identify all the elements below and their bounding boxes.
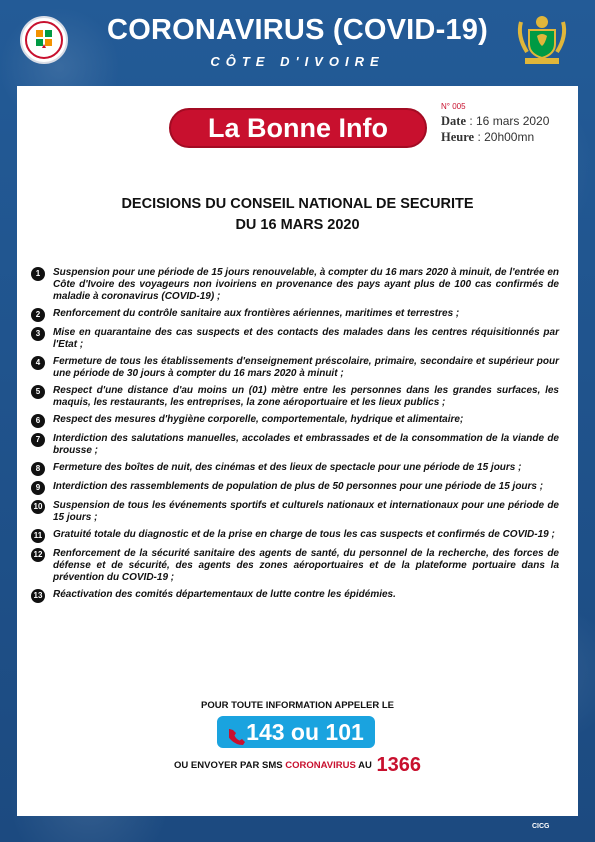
decision-text: Respect d'une distance d'au moins un (01) mètre entre les personnes dans les grandes surfaces, les maquis, les restaurants, les entreprises, la zone aéroportuaire et les lieux publics ; bbox=[53, 385, 559, 408]
decision-number: 6 bbox=[31, 414, 45, 428]
decision-text: Fermeture de tous les établissements d'enseignement préscolaire, primaire, secondaire et supérieur pour une période de 30 jours à compter du 16 mars 2020 à minuit ; bbox=[53, 356, 559, 379]
decision-item bbox=[31, 433, 559, 457]
sms-number: 1366 bbox=[376, 754, 421, 776]
decision-text: Renforcement de la sécurité sanitaire des agents de santé, du personnel de la recherche, des forces de défense et de sécurité, des agents des zones aéroportuaires et de la plateforme portuaire dans la prévention du COVID-19 ; bbox=[53, 548, 559, 583]
hotline-numbers[interactable] bbox=[217, 716, 375, 748]
decision-text: Interdiction des salutations manuelles, accolades et embrassades et de la consommation de la viande de brousse ; bbox=[53, 433, 559, 456]
time-key: Heure bbox=[441, 130, 475, 144]
decision-number: 13 bbox=[31, 589, 45, 603]
document-title-line1: DECISIONS DU CONSEIL NATIONAL DE SECURITE bbox=[121, 196, 474, 212]
decision-number: 1 bbox=[31, 267, 45, 281]
decision-text: Réactivation des comités départementaux de lutte contre les épidémies. bbox=[53, 589, 396, 600]
decision-number: 7 bbox=[31, 433, 45, 447]
date-value: : 16 mars 2020 bbox=[469, 114, 550, 128]
country-subtitle: CÔTE D'IVOIRE bbox=[210, 54, 385, 69]
decision-item bbox=[31, 481, 559, 495]
decision-text: Renforcement du contrôle sanitaire aux frontières aériennes, maritimes et terrestres ; bbox=[53, 308, 460, 319]
decision-number: 8 bbox=[31, 462, 45, 476]
footer-credit: CICG bbox=[532, 823, 550, 830]
sms-line bbox=[17, 754, 578, 777]
decision-number: 3 bbox=[31, 327, 45, 341]
bulletin-time bbox=[441, 129, 549, 145]
decision-number: 5 bbox=[31, 385, 45, 399]
hotline-numbers-text: 143 ou 101 bbox=[246, 719, 364, 745]
document-title-line2: DU 16 MARS 2020 bbox=[235, 217, 360, 233]
decision-number: 9 bbox=[31, 481, 45, 495]
header bbox=[0, 0, 595, 84]
decision-item bbox=[31, 267, 559, 303]
decision-item bbox=[31, 500, 559, 524]
decision-text: Fermeture des boîtes de nuit, des cinémas et des lieux de spectacle pour une période de 15 jours ; bbox=[53, 462, 522, 473]
decision-text: Suspension de tous les événements sportifs et culturels nationaux et internationaux pour une période de 15 jours ; bbox=[53, 500, 559, 523]
decision-item bbox=[31, 529, 559, 543]
time-value: : 20h00mn bbox=[477, 130, 535, 144]
sms-keyword: CORONAVIRUS bbox=[285, 760, 356, 771]
bulletin-number: N° 005 bbox=[441, 102, 466, 111]
sms-mid: AU bbox=[358, 760, 372, 771]
decision-item bbox=[31, 414, 559, 428]
decision-text: Gratuité totale du diagnostic et de la prise en charge de tous les cas suspects et confirmés de COVID-19 ; bbox=[53, 529, 555, 540]
decisions-list bbox=[31, 267, 559, 608]
decision-item bbox=[31, 356, 559, 380]
decision-item bbox=[31, 548, 559, 584]
decision-item bbox=[31, 385, 559, 409]
bulletin-card bbox=[17, 86, 578, 816]
decision-item bbox=[31, 462, 559, 476]
decision-text: Suspension pour une période de 15 jours renouvelable, à compter du 16 mars 2020 à minuit, de l'entrée en Côte d'Ivoire des voyageurs non ivoiriens en provenance des pays ayant plus de 100 cas confirmés de maladie à coronavirus (COVID-19) ; bbox=[53, 267, 559, 302]
decision-text: Mise en quarantaine des cas suspects et des contacts des malades dans les centres réquisitionnés par l'Etat ; bbox=[53, 327, 559, 350]
coat-of-arms-icon bbox=[513, 12, 571, 70]
decision-item bbox=[31, 308, 559, 322]
bulletin-meta bbox=[441, 102, 549, 145]
decision-item bbox=[31, 589, 559, 603]
decision-text: Interdiction des rassemblements de population de plus de 50 personnes pour une période de 15 jours ; bbox=[53, 481, 544, 492]
bulletin-date bbox=[441, 113, 549, 129]
decision-number: 2 bbox=[31, 308, 45, 322]
bonne-info-badge: La Bonne Info bbox=[169, 108, 427, 148]
decision-text: Respect des mesures d'hygiène corporelle, comportementale, hydrique et alimentaire; bbox=[53, 414, 464, 425]
decision-number: 10 bbox=[31, 500, 45, 514]
contact-label: POUR TOUTE INFORMATION APPELER LE bbox=[201, 700, 394, 711]
decision-number: 4 bbox=[31, 356, 45, 370]
sms-prefix: OU ENVOYER PAR SMS bbox=[174, 760, 283, 771]
decision-number: 11 bbox=[31, 529, 45, 543]
decision-number: 12 bbox=[31, 548, 45, 562]
main-title: CORONAVIRUS (COVID-19) bbox=[107, 14, 488, 46]
document-title bbox=[17, 194, 578, 236]
phone-icon bbox=[229, 723, 247, 741]
decision-item bbox=[31, 327, 559, 351]
date-key: Date bbox=[441, 114, 466, 128]
